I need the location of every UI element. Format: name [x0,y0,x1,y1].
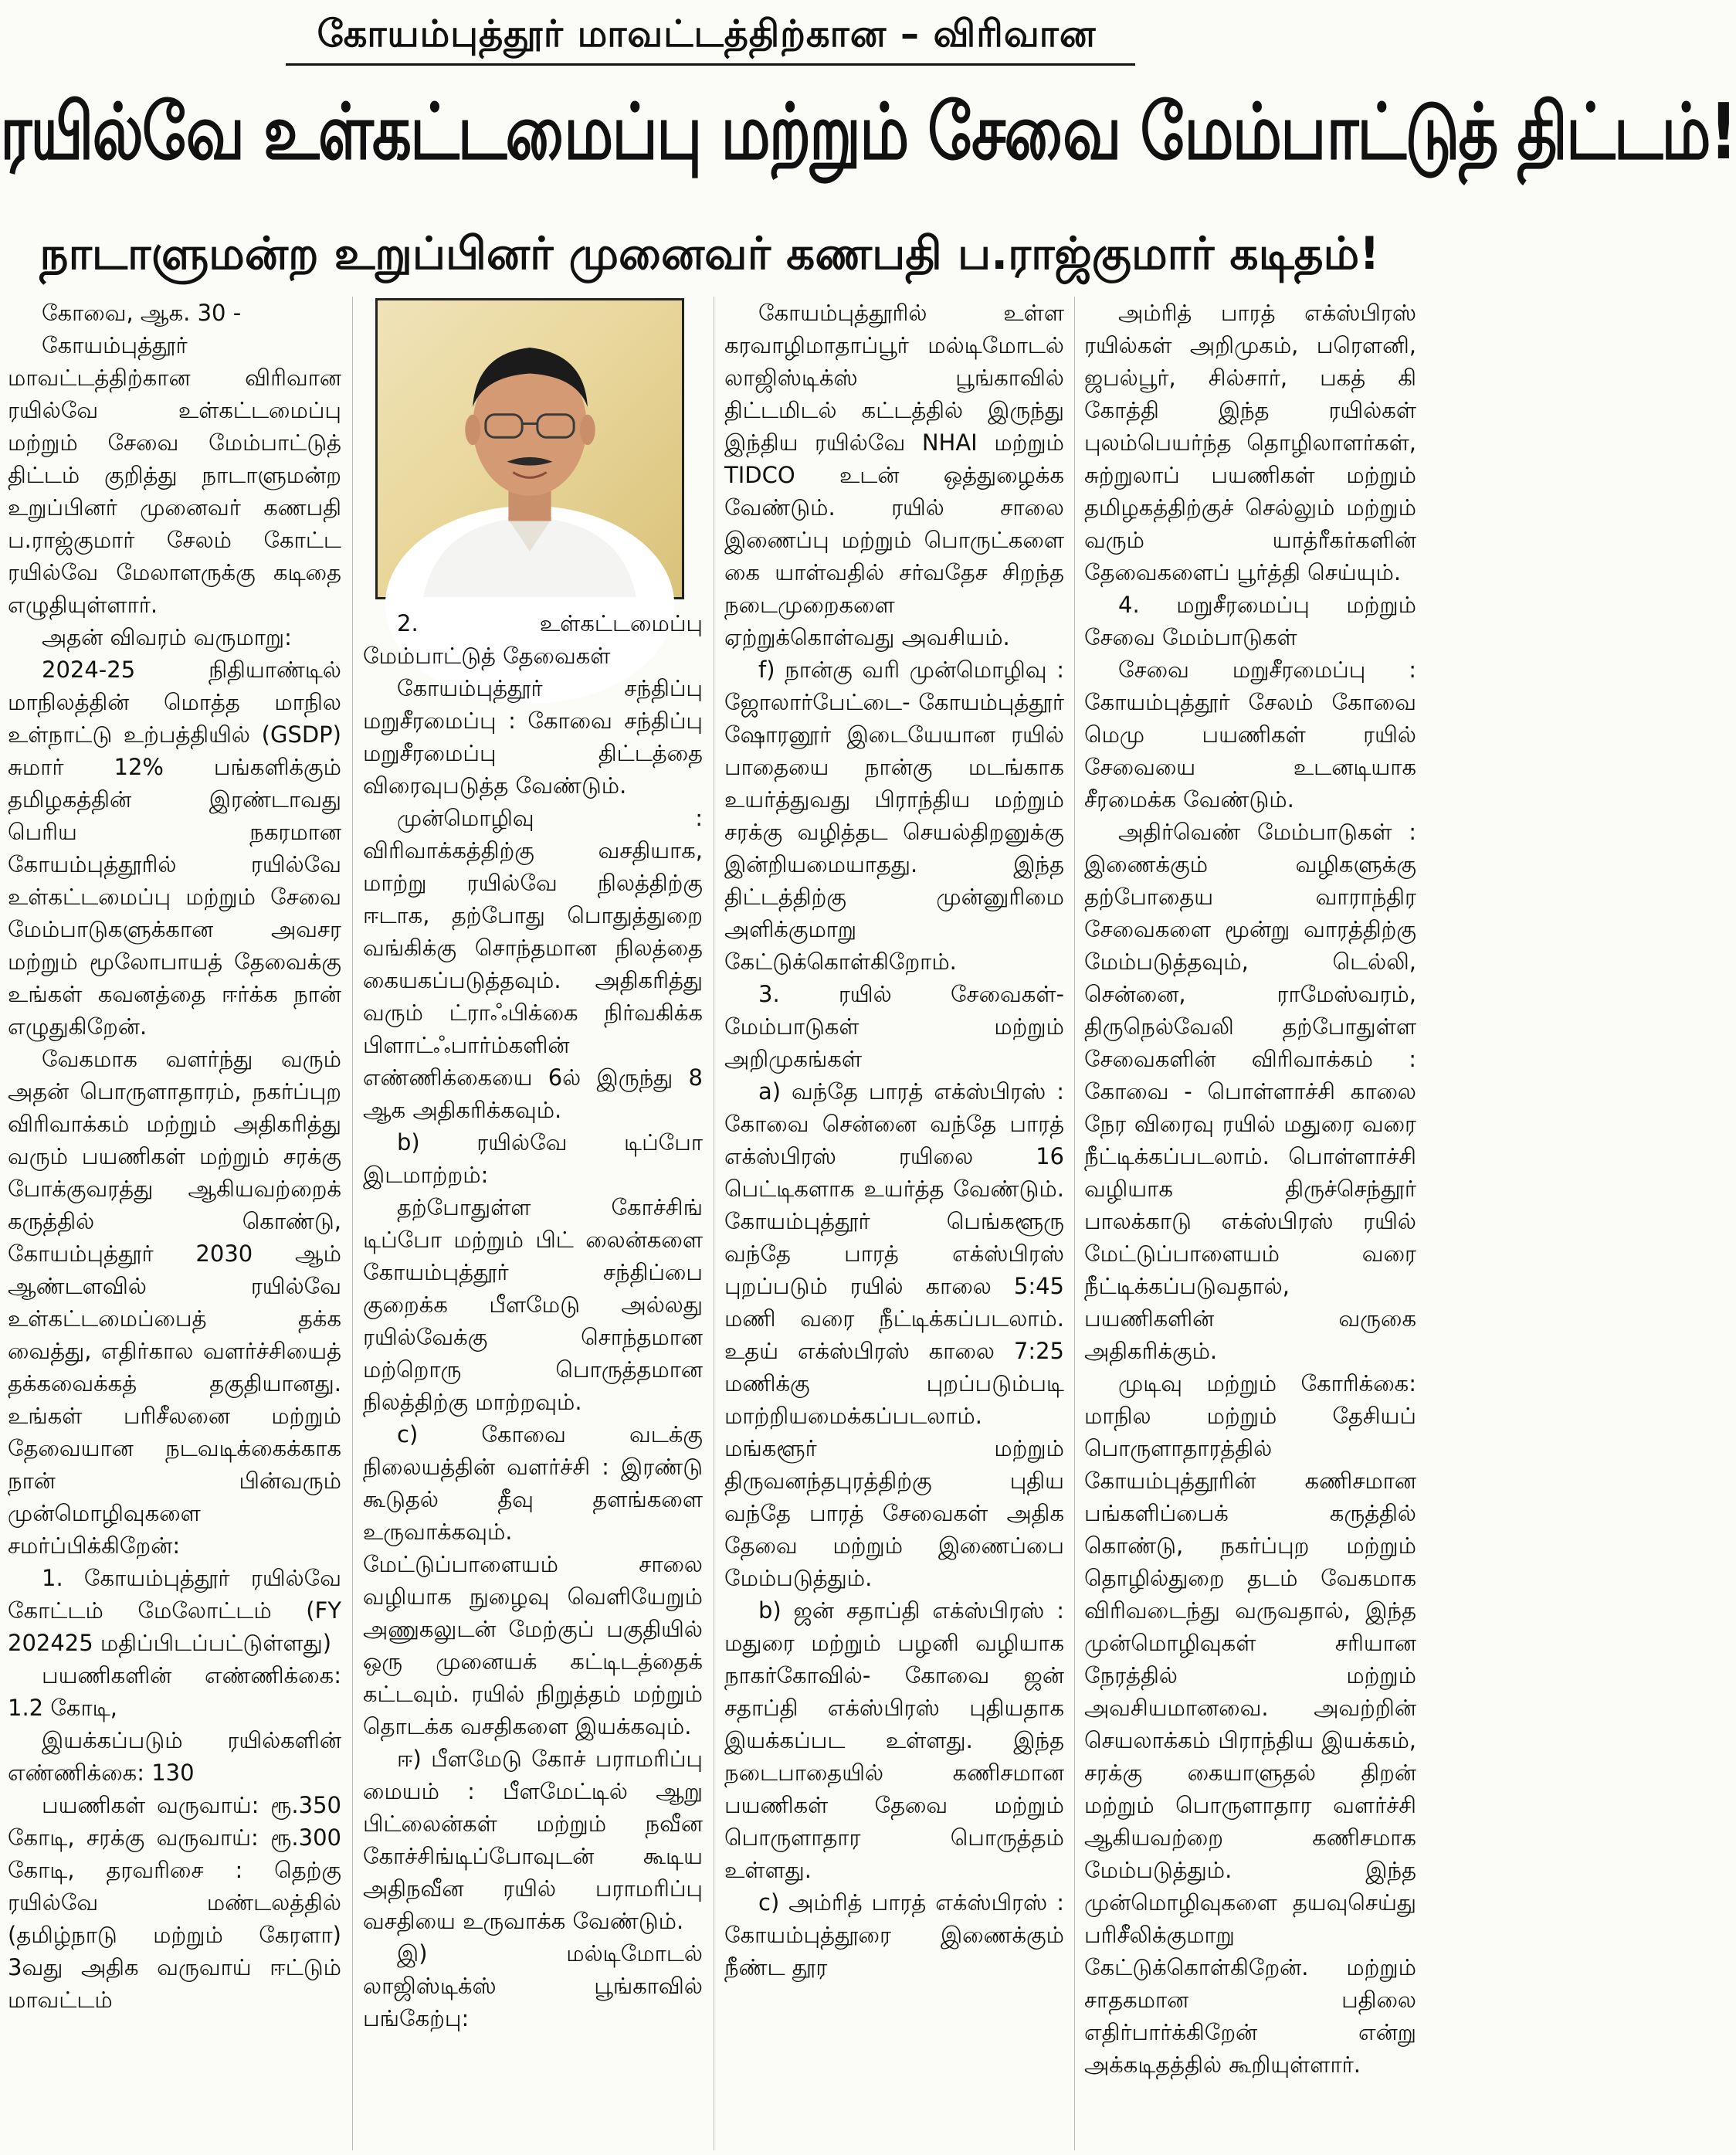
article-paragraph: கோயம்புத்தூர் சந்திப்பு மறுசீரமைப்பு : கோவை சந்திப்பு மறுசீரமைப்பு திட்டத்தை விரைவுபடுத்த வேண்டும். [363,675,703,799]
article-paragraph: b) ரயில்வே டிப்போ இடமாற்றம்: [363,1129,703,1188]
article-paragraph: பயணிகளின் எண்ணிக்கை: 1.2 கோடி, [8,1662,341,1721]
article-paragraph: அதிர்வெண் மேம்பாடுகள் : இணைக்கும் வழிகளுக்கு தற்போதைய வாராந்திர சேவைகளை மூன்று வாரத்திற்கு மேம்படுத்தவும், டெல்லி, சென்னை, ராமேஸ்வரம், திருநெல்வேலி தற்போதுள்ள சேவைகளின் விரிவாக்கம் : கோவை - பொள்ளாச்சி காலை நேர விரைவு ரயில் மதுரை வரை நீட்டிக்கப்படலாம். பொள்ளாச்சி வழியாக திருச்செந்தூர் பாலக்காடு எக்ஸ்பிரஸ் ரயில் மேட்டுப்பாளையம் வரை நீட்டிக்கப்படுவதால், பயணிகளின் வருகை அதிகரிக்கும். [1084,819,1416,1364]
article-paragraph: 2. உள்கட்டமைப்பு மேம்பாட்டுத் தேவைகள் [363,610,703,669]
article-paragraph: ஈ) பீளமேடு கோச் பராமரிப்பு மையம் : பீளமேட்டில் ஆறு பிட்லைன்கள் மற்றும் நவீன கோச்சிங்டிப்போவுடன் கூடிய அதிநவீன ரயில் பராமரிப்பு வசதியை உருவாக்க வேண்டும். [363,1746,703,1934]
article-column-1 [8,297,341,2150]
article-paragraph: இ) மல்டிமோடல் லாஜிஸ்டிக்ஸ் பூங்காவில் பங்கேற்பு: [363,1940,703,2031]
article-paragraph: பயணிகள் வருவாய்: ரூ.350 கோடி, சரக்கு வருவாய்: ரூ.300 கோடி, தரவரிசை : தெற்கு ரயில்வே மண்டலத்தில் (தமிழ்நாடு மற்றும் கேரளா) 3வது அதிக வருவாய் ஈட்டும் மாவட்டம் [8,1792,341,2013]
article-paragraph: முன்மொழிவு : விரிவாக்கத்திற்கு வசதியாக, மாற்று ரயில்வே நிலத்திற்கு ஈடாக, தற்போது பொதுத்துறை வங்கிக்கு சொந்தமான நிலத்தை கையகப்படுத்தவும். அதிகரித்து வரும் ட்ராஃபிக்கை நிர்வகிக்க பிளாட்ஃபார்ம்களின் எண்ணிக்கையை 6ல் இருந்து 8 ஆக அதிகரிக்கவும். [363,805,703,1123]
column-divider [1074,297,1075,2150]
article-paragraph: அம்ரித் பாரத் எக்ஸ்பிரஸ் ரயில்கள் அறிமுகம், பரௌனி, ஜபல்பூர், சில்சார், பகத் கி கோத்தி இந்த ரயில்கள் புலம்பெயர்ந்த தொழிலாளர்கள், சுற்றுலாப் பயணிகள் மற்றும் தமிழகத்திற்குச் செல்லும் மற்றும் வரும் யாத்ரீகர்களின் தேவைகளைப் பூர்த்தி செய்யும். [1084,300,1416,585]
article-paragraph: கோயம்புத்தூர் மாவட்டத்திற்கான விரிவான ரயில்வே உள்கட்டமைப்பு மற்றும் சேவை மேம்பாட்டுத் திட்டம் குறித்து நாடாளுமன்ற உறுப்பினர் முனைவர் கணபதி ப.ராஜ்குமார் சேலம் கோட்ட ரயில்வே மேலாளருக்கு கடிதை எழுதியுள்ளார். [8,332,341,618]
article-paragraph: c) அம்ரித் பாரத் எக்ஸ்பிரஸ் : கோயம்புத்தூரை இணைக்கும் நீண்ட தூர [724,1889,1064,1980]
portrait-photo [375,298,684,599]
article-column-3 [724,297,1064,2150]
article-paragraph: கோவை, ஆக. 30 - [42,300,242,326]
article-paragraph: இயக்கப்படும் ரயில்களின் எண்ணிக்கை: 130 [8,1727,341,1786]
article-column-4 [1084,297,1416,2150]
article-paragraph: கோயம்புத்தூரில் உள்ள கரவாழிமாதாப்பூர் மல்டிமோடல் லாஜிஸ்டிக்ஸ் பூங்காவில் திட்டமிடல் கட்டத்தில் இருந்து இந்திய ரயில்வே NHAI மற்றும் TIDCO உடன் ஒத்துழைக்க வேண்டும். ரயில் சாலை இணைப்பு மற்றும் பொருட்களை கை யாள்வதில் சர்வதேச சிறந்த நடைமுறைகளை ஏற்றுக்கொள்வது அவசியம். [724,300,1064,650]
article-paragraph: தற்போதுள்ள கோச்சிங் டிப்போ மற்றும் பிட் லைன்களை கோயம்புத்தூர் சந்திப்பை குறைக்க பீளமேடு அல்லது ரயில்வேக்கு சொந்தமான மற்றொரு பொருத்தமான நிலத்திற்கு மாற்றவும். [363,1194,703,1415]
article-paragraph: முடிவு மற்றும் கோரிக்கை: மாநில மற்றும் தேசியப் பொருளாதாரத்தில் கோயம்புத்தூரின் கணிசமான பங்களிப்பைக் கருத்தில் கொண்டு, நகர்ப்புற மற்றும் தொழில்துறை தடம் வேகமாக விரிவடைந்து வருவதால், இந்த முன்மொழிவுகள் சரியான நேரத்தில் மற்றும் அவசியமானவை. அவற்றின் செயலாக்கம் பிராந்திய இயக்கம், சரக்கு கையாளுதல் திறன் மற்றும் பொருளாதார வளர்ச்சி ஆகியவற்றை கணிசமாக மேம்படுத்தும். இந்த முன்மொழிவுகளை தயவுசெய்து பரிசீலிக்குமாறு கேட்டுக்கொள்கிறேன். மற்றும் சாதகமான பதிலை எதிர்பார்க்கிறேன் என்று அக்கடிதத்தில் கூறியுள்ளார். [1084,1370,1416,2078]
sub-headline: நாடாளுமன்ற உறுப்பினர் முனைவர் கணபதி ப.ராஜ்குமார் கடிதம்! [39,227,1380,280]
column-divider [352,297,353,2150]
article-paragraph: 1. கோயம்புத்தூர் ரயில்வே கோட்டம் மேலோட்டம் (FY 202425 மதிப்பிடப்பட்டுள்ளது) [8,1565,341,1656]
article-paragraph: 4. மறுசீரமைப்பு மற்றும் சேவை மேம்பாடுகள் [1084,592,1416,650]
article-paragraph: 3. ரயில் சேவைகள்-மேம்பாடுகள் மற்றும் அறிமுகங்கள் [724,981,1064,1072]
article-paragraph: f) நான்கு வரி முன்மொழிவு : ஜோலார்பேட்டை- கோயம்புத்தூர் ஷோரனூர் இடையேயான ரயில் பாதையை நான்கு மடங்காக உயர்த்துவது பிராந்திய மற்றும் சரக்கு வழித்தட செயல்திறனுக்கு இன்றியமையாதது. இந்த திட்டத்திற்கு முன்னுரிமை அளிக்குமாறு கேட்டுக்கொள்கிறோம். [724,657,1064,975]
article-paragraph: 2024-25 நிதியாண்டில் மாநிலத்தின் மொத்த மாநில உள்நாட்டு உற்பத்தியில் (GSDP) சுமார் 12% பங்களிக்கும் தமிழகத்தின் இரண்டாவது பெரிய நகரமான கோயம்புத்தூரில் ரயில்வே உள்கட்டமைப்பு மற்றும் சேவை மேம்பாடுகளுக்கான அவசர மற்றும் மூலோபாயத் தேவைக்கு உங்கள் கவனத்தை ஈர்க்க நான் எழுதுகிறேன். [8,657,341,1040]
article-paragraph: a) வந்தே பாரத் எக்ஸ்பிரஸ் : கோவை சென்னை வந்தே பாரத் எக்ஸ்பிரஸ் ரயிலை 16 பெட்டிகளாக உயர்த்த வேண்டும். கோயம்புத்தூர் பெங்களூரு வந்தே பாரத் எக்ஸ்பிரஸ் புறப்படும் ரயில் காலை 5:45 மணி வரை நீட்டிக்கப்படலாம். உதய் எக்ஸ்பிரஸ் காலை 7:25 மணிக்கு புறப்படும்படி மாற்றியமைக்கப்படலாம். மங்களூர் மற்றும் திருவனந்தபுரத்திற்கு புதிய வந்தே பாரத் சேவைகள் அதிக தேவை மற்றும் இணைப்பை மேம்படுத்தும். [724,1078,1064,1591]
main-headline: ரயில்வே உள்கட்டமைப்பு மற்றும் சேவை மேம்பாட்டுத் திட்டம்! [0,87,1736,177]
article-column-2 [363,607,703,2150]
article-paragraph: அதன் விவரம் வருமாறு: [42,624,292,650]
article-paragraph: b) ஜன் சதாப்தி எக்ஸ்பிரஸ் : மதுரை மற்றும் பழனி வழியாக நாகர்கோவில்- கோவை ஜன் சதாப்தி எக்ஸ்பிரஸ் புதியதாக இயக்கப்பட உள்ளது. இந்த நடைபாதையில் கணிசமான பயணிகள் தேவை மற்றும் பொருளாதார பொருத்தம் உள்ளது. [724,1597,1064,1883]
article-paragraph: c) கோவை வடக்கு நிலையத்தின் வளர்ச்சி : இரண்டு கூடுதல் தீவு தளங்களை உருவாக்கவும். மேட்டுப்பாளையம் சாலை வழியாக நுழைவு வெளியேறும் அணுகலுடன் மேற்குப் பகுதியில் ஒரு முனையக் கட்டிடத்தைக் கட்டவும். ரயில் நிறுத்தம் மற்றும் தொடக்க வசதிகளை இயக்கவும். [363,1421,703,1739]
article-paragraph: சேவை மறுசீரமைப்பு : கோயம்புத்தூர் சேலம் கோவை மெமு பயணிகள் ரயில் சேவையை உடனடியாக சீரமைக்க வேண்டும். [1084,657,1416,813]
kicker-headline: கோயம்புத்தூர் மாவட்டத்திற்கான – விரிவான [317,12,1097,56]
article-paragraph: வேகமாக வளர்ந்து வரும் அதன் பொருளாதாரம், நகர்ப்புற விரிவாக்கம் மற்றும் அதிகரித்து வரும் பயணிகள் மற்றும் சரக்கு போக்குவரத்து ஆகியவற்றைக் கருத்தில் கொண்டு, கோயம்புத்தூர் 2030 ஆம் ஆண்டளவில் ரயில்வே உள்கட்டமைப்பைத் தக்க வைத்து, எதிர்கால வளர்ச்சியைத் தக்கவைக்கத் தகுதியானது. உங்கள் பரிசீலனை மற்றும் தேவையான நடவடிக்கைக்காக நான் பின்வரும் முன்மொழிவுகளை சமர்ப்பிக்கிறேன்: [8,1046,341,1559]
portrait-illustration [378,300,682,597]
